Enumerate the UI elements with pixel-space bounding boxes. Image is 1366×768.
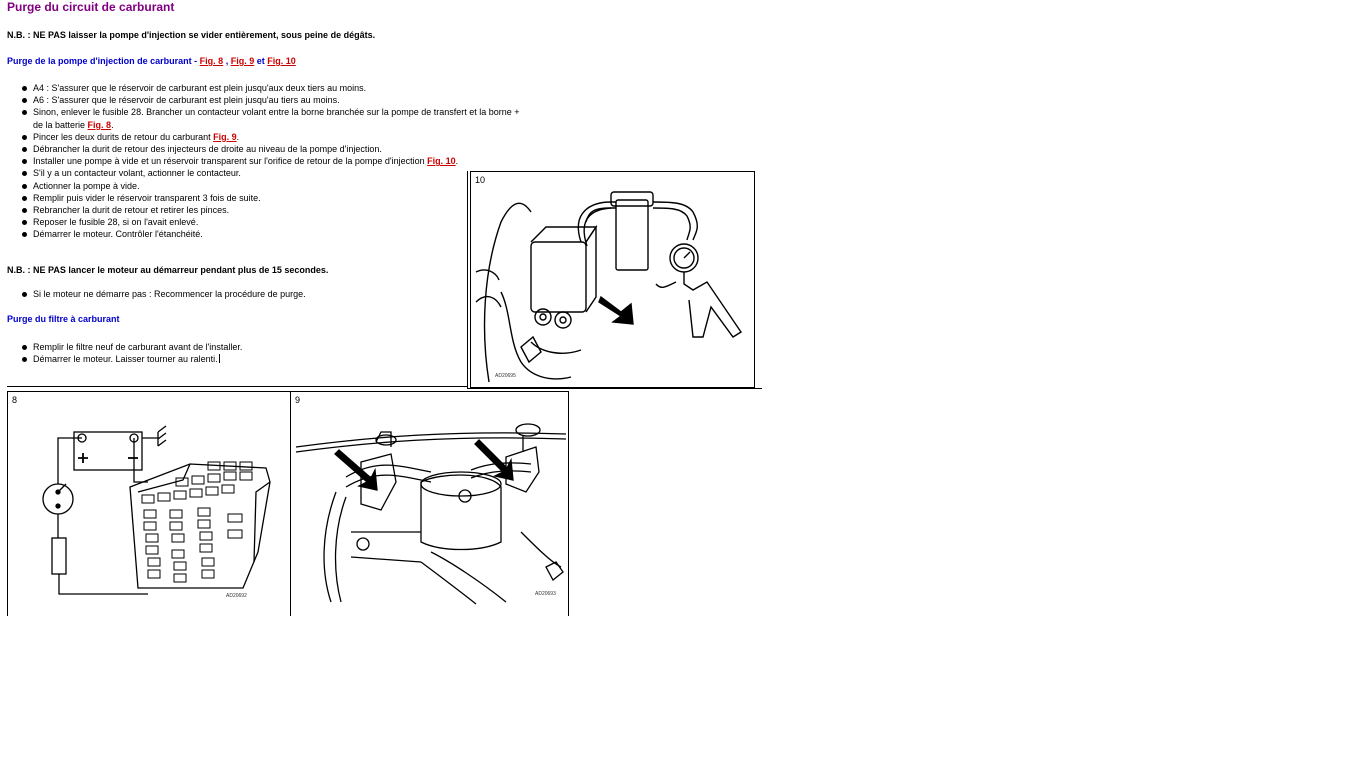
figure-8	[7, 391, 291, 616]
step-text: Pincer les deux durits de retour du carburant	[33, 131, 214, 142]
list-item	[20, 204, 520, 216]
page-title: Purge du circuit de carburant	[7, 0, 175, 14]
separator: ,	[223, 56, 231, 66]
divider-line	[467, 171, 468, 388]
link-fig-9[interactable]: Fig. 9	[230, 56, 255, 66]
fuse-box-wiring-diagram	[8, 392, 290, 616]
step-text: Démarrer le moteur. Contrôler l'étanchéité.	[33, 229, 203, 240]
link-fig-10[interactable]: Fig. 10	[427, 156, 456, 167]
figure-number: 9	[295, 395, 301, 405]
step-text: Installer une pompe à vide et un réservoir transparent sur l'orifice de retour de la pompe d'injection	[33, 156, 428, 167]
step-text: Remplir puis vider le réservoir transparent 3 fois de suite.	[33, 192, 261, 203]
list-item	[20, 353, 242, 365]
warning-note-starter: N.B. : NE PAS lancer le moteur au démarreur pendant plus de 15 secondes.	[7, 265, 329, 275]
list-item	[20, 341, 242, 353]
pump-purge-steps	[20, 82, 520, 241]
link-fig-8[interactable]: Fig. 8	[199, 56, 224, 66]
text-cursor	[219, 354, 220, 363]
step-text: Si le moteur ne démarre pas : Recommencer la procédure de purge.	[33, 289, 306, 299]
step-text: Démarrer le moteur. Laisser tourner au ralenti.	[33, 354, 218, 365]
list-item	[20, 192, 520, 204]
divider-line	[467, 388, 762, 389]
restart-steps	[20, 288, 306, 300]
list-item: Sinon, enlever le fusible 28. Brancher un contacteur volant entre la borne branchée sur la pompe de transfert et la borne + de la batterie Fig. 8.	[20, 106, 520, 130]
list-item	[20, 216, 520, 228]
filter-purge-steps	[20, 341, 242, 365]
step-text: Remplir le filtre neuf de carburant avant de l'installer.	[33, 342, 243, 352]
step-text: S'il y a un contacteur volant, actionner le contacteur.	[33, 168, 241, 179]
list-item	[20, 167, 520, 179]
list-item: Pincer les deux durits de retour du carburant Fig. 9.	[20, 131, 520, 143]
fuel-pump-vacuum-diagram	[471, 172, 754, 387]
step-text: Reposer le fusible 28, si on l'avait enlevé.	[33, 217, 199, 228]
list-item	[20, 143, 520, 155]
step-text: Débrancher la durit de retour des injecteurs de droite au niveau de la pompe d'injection.	[33, 144, 382, 155]
section-title-pump-purge	[7, 56, 296, 66]
section-title-text: Purge de la pompe d'injection de carburant -	[7, 56, 200, 66]
list-item	[20, 288, 306, 300]
step-text: de la batterie	[33, 119, 88, 130]
list-item	[20, 180, 520, 192]
figure-number: 8	[12, 395, 18, 405]
figure-code: AD20693	[535, 591, 556, 597]
link-fig-8[interactable]: Fig. 8	[87, 119, 112, 130]
figure-number: 10	[475, 175, 486, 185]
list-item	[20, 228, 520, 240]
step-text: Actionner la pompe à vide.	[33, 180, 140, 191]
figure-10	[470, 171, 755, 388]
divider-line	[568, 397, 569, 615]
injection-pump-return-hoses-diagram	[291, 392, 568, 616]
step-text: A4 : S'assurer que le réservoir de carburant est plein jusqu'aux deux tiers au moins.	[33, 83, 367, 93]
figure-9	[291, 391, 569, 616]
figure-code: AD20692	[226, 593, 247, 599]
list-item	[20, 82, 520, 94]
link-fig-9[interactable]: Fig. 9	[213, 131, 237, 142]
list-item: Installer une pompe à vide et un réservoir transparent sur l'orifice de retour de la pompe d'injection Fig. 10.	[20, 155, 520, 167]
divider-line	[7, 386, 467, 387]
figure-code: AD20695	[495, 373, 516, 379]
step-text: Sinon, enlever le fusible 28. Brancher un contacteur volant entre la borne branchée sur la pompe de transfert et la borne +	[33, 107, 520, 118]
warning-note: N.B. : NE PAS laisser la pompe d'injection se vider entièrement, sous peine de dégâts.	[7, 30, 376, 40]
link-fig-10[interactable]: Fig. 10	[267, 56, 296, 66]
step-text: Rebrancher la durit de retour et retirer les pinces.	[33, 205, 230, 216]
step-text: A6 : S'assurer que le réservoir de carburant est plein jusqu'au tiers au moins.	[33, 95, 340, 106]
separator: et	[254, 56, 268, 66]
list-item	[20, 94, 520, 106]
section-title-filter-purge: Purge du filtre à carburant	[7, 314, 120, 324]
